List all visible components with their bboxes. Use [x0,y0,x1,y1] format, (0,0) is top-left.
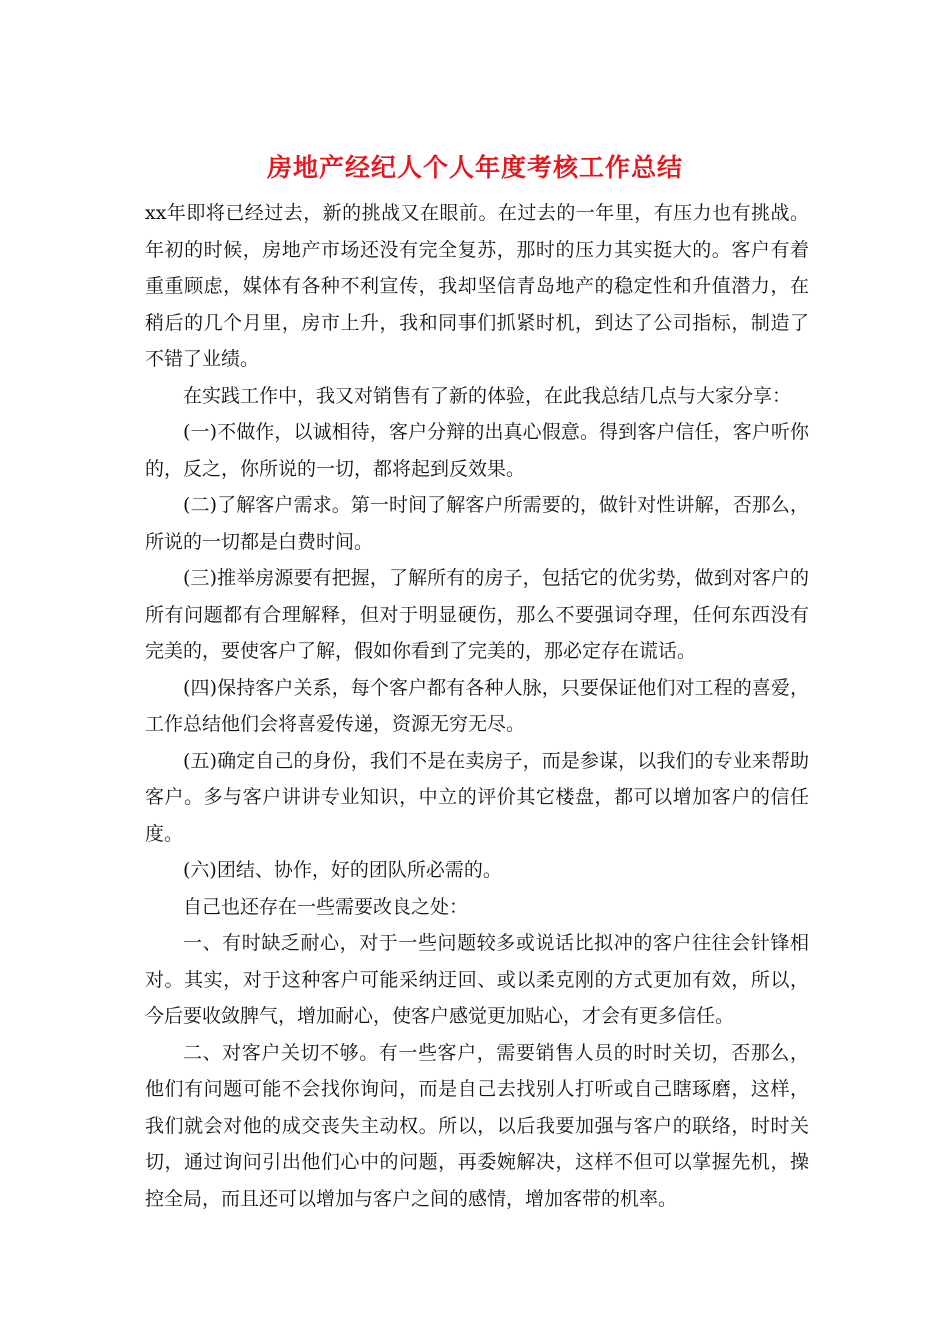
paragraph: 二、对客户关切不够。有一些客户，需要销售人员的时时关切，否那么，他们有问题可能不会找你询问，而是自己去找别人打听或自己瞎琢磨，这样，我们就会对他的成交丧失主动权。所以，以后我要加强与客户的联络，时时关切，通过询问引出他们心中的问题，再委婉解决，这样不但可以掌握先机，操控全局，而且还可以增加与客户之间的感情，增加客带的机率。 [145,1041,809,1210]
paragraph: 自己也还存在一些需要改良之处： [183,895,469,918]
paragraph: (一)不做作，以诚相待，客户分辩的出真心假意。得到客户信任，客户听你的，反之，你所说的一切，都将起到反效果。 [145,421,809,480]
paragraph: xx年即将已经过去，新的挑战又在眼前。在过去的一年里，有压力也有挑战。年初的时候，房地产市场还没有完全复苏，那时的压力其实挺大的。客户有着重重顾虑，媒体有各种不利宣传，我却坚信青岛地产的稳定性和升值潜力，在稍后的几个月里，房市上升，我和同事们抓紧时机，到达了公司指标，制造了不错了业绩。 [145,202,809,370]
paragraph: 在实践工作中，我又对销售有了新的体验，在此我总结几点与大家分享： [183,384,792,407]
paragraph: 一、有时缺乏耐心，对于一些问题较多或说话比拟冲的客户往往会针锋相对。其实，对于这种客户可能采纳迂回、或以柔克刚的方式更加有效，所以，今后要收敛脾气，增加耐心，使客户感觉更加贴心，才会有更多信任。 [145,932,809,1027]
paragraph: (四)保持客户关系，每个客户都有各种人脉，只要保证他们对工程的喜爱，工作总结他们会将喜爱传递，资源无穷无尽。 [145,676,809,735]
paragraph: (三)推举房源要有把握，了解所有的房子，包括它的优劣势，做到对客户的所有问题都有合理解释，但对于明显硬伤，那么不要强词夺理，任何东西没有完美的，要使客户了解，假如你看到了完美的，那必定存在谎话。 [145,567,809,662]
paragraph: (六)团结、协作，好的团队所必需的。 [183,859,502,881]
document-body [145,195,809,1217]
paragraph: (五)确定自己的身份，我们不是在卖房子，而是参谋，以我们的专业来帮助客户。多与客户讲讲专业知识，中立的评价其它楼盘，都可以增加客户的信任度。 [145,749,809,845]
document-title: 房地产经纪人个人年度考核工作总结 [266,153,683,182]
paragraph: (二)了解客户需求。第一时间了解客户所需要的，做针对性讲解，否那么，所说的一切都是白费时间。 [145,494,809,553]
